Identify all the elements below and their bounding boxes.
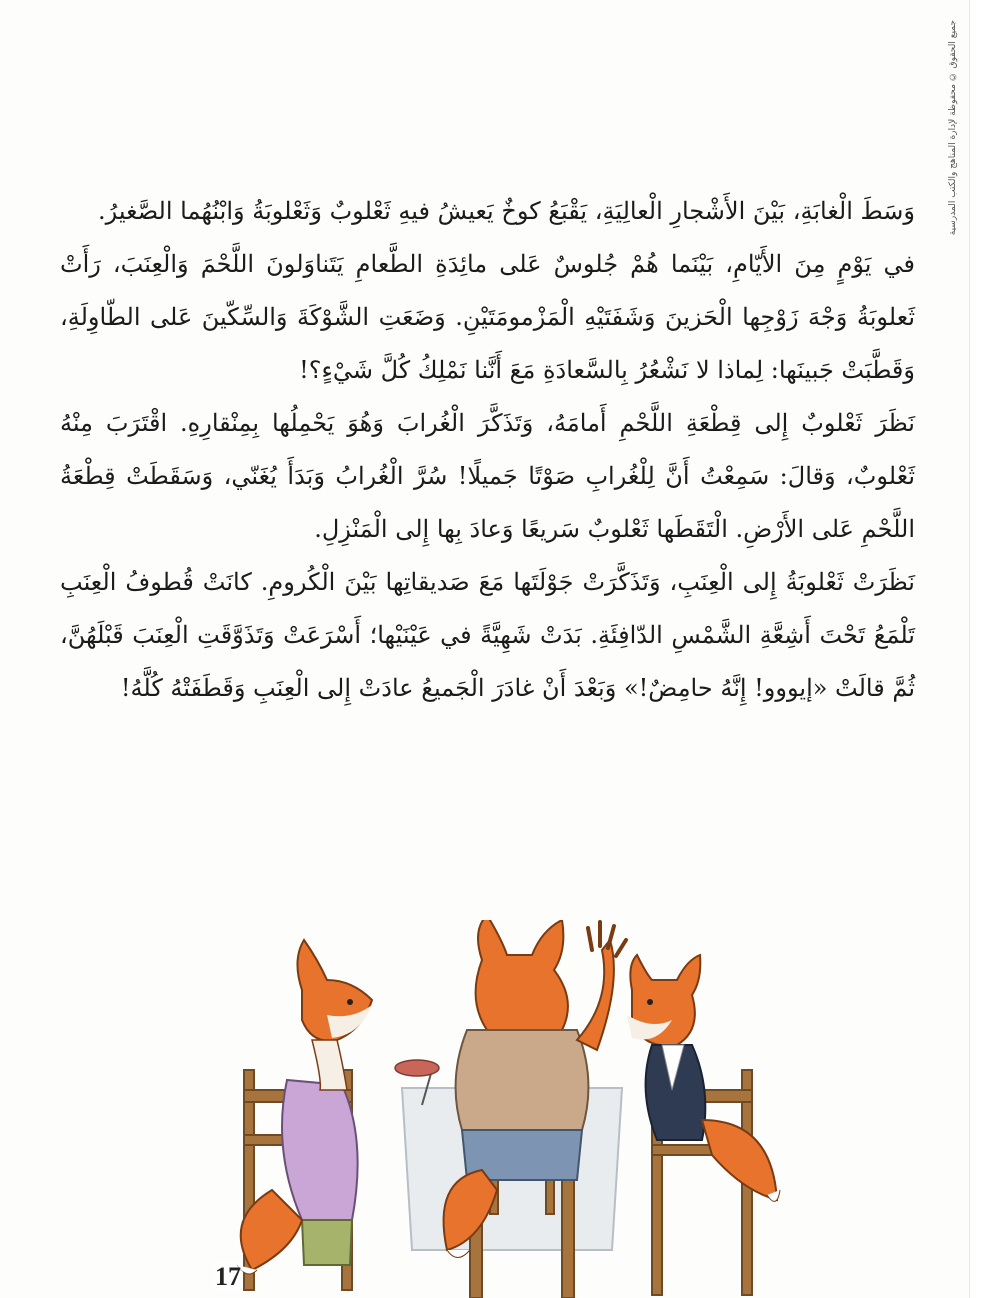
story-text — [60, 185, 915, 715]
paragraph-3: نَظَرَ ثَعْلوبٌ إِلى قِطْعَةِ اللَّحْمِ أَمامَهُ، وَتَذَكَّرَ الْغُرابَ وَهُوَ يَحْمِلُها بِمِنْقارِهِ. اقْتَرَبَ مِنْهُ ثَعْلوبٌ، وَقالَ: سَمِعْتُ أَنَّ لِلْغُرابِ صَوْتًا جَميلًا! سُرَّ الْغُرابُ وَبَدَأَ يُغَنّي، وَسَقَطَتْ قِطْعَةُ اللَّحْمِ عَلى الأَرْضِ. الْتَقَطَها ثَعْلوبٌ سَريعًا وَعادَ بِها إِلى الْمَنْزِلِ. — [60, 409, 915, 543]
paragraph-4: نَظَرَتْ ثَعْلوبَةُ إِلى الْعِنَبِ، وَتَذَكَّرَتْ جَوْلَتَها مَعَ صَديقاتِها بَيْنَ الْكُرومِ. كانَتْ قُطوفُ الْعِنَبِ تَلْمَعُ تَحْتَ أَشِعَّةِ الشَّمْسِ الدّافِئَةِ. بَدَتْ شَهِيَّةً في عَيْنَيْها؛ أَسْرَعَتْ وَتَذَوَّقَتِ الْعِنَبَ قَبْلَهُنَّ، ثُمَّ قالَتْ «إيووو! إِنَّهُ حامِضٌ!» وَبَعْدَ أَنْ غادَرَ الْجَميعُ عادَتْ إِلى الْعِنَبِ وَقَطَفَتْهُ كُلَّهُ! — [60, 568, 915, 702]
page-edge — [969, 0, 992, 1298]
paragraph-1: وَسَطَ الْغابَةِ، بَيْنَ الأَشْجارِ الْعالِيَةِ، يَقْبَعُ كوخٌ يَعيشُ فيهِ ثَعْلوبٌ وَثَعْلوبَةُ وَابْنُهُما الصَّغيرُ. — [98, 197, 915, 225]
page-number: 17 — [215, 1262, 241, 1291]
copyright-text: جميع الحقوق © محفوظة لإدارة المناهج والكتب المدرسية — [948, 20, 958, 236]
fox-family-illustration — [232, 920, 792, 1298]
child-fox — [627, 955, 780, 1201]
paragraph-2: في يَوْمٍ مِنَ الأَيّامِ، بَيْنَما هُمْ جُلوسٌ عَلى مائِدَةِ الطَّعامِ يَتَناوَلونَ اللَّحْمَ وَالْعِنَبَ، رَأَتْ ثَعلوبَةُ وَجْهَ زَوْجِها الْحَزينَ وَشَفَتَيْهِ الْمَزْمومَتَيْنِ. وَضَعَتِ الشَّوْكَةَ وَالسِّكّينَ عَلى الطّاوِلَةِ، وَقَطَّبَتْ جَبينَها: لِماذا لا نَشْعُرُ بِالسَّعادَةِ مَعَ أَنَّنا نَمْلِكُ كُلَّ شَيْءٍ؟! — [60, 250, 915, 384]
copyright-strip — [942, 0, 970, 1060]
